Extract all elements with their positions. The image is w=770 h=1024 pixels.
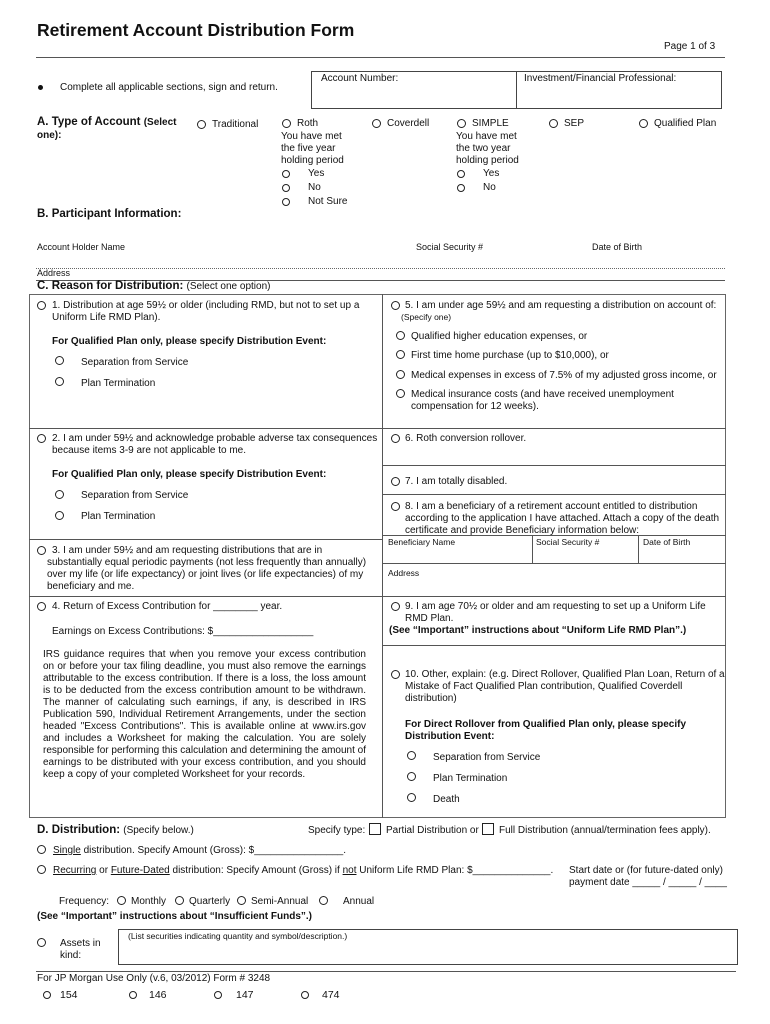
option-7-text: 7. I am totally disabled. bbox=[405, 476, 508, 487]
simple-radio[interactable] bbox=[457, 119, 466, 128]
beneficiary-dob-label: Date of Birth bbox=[643, 537, 691, 547]
option-1-termination-label: Plan Termination bbox=[81, 378, 156, 389]
recurring-radio[interactable] bbox=[37, 865, 46, 874]
jp-morgan-use-only: For JP Morgan Use Only (v.6, 03/2012) Form # 3248 bbox=[37, 973, 271, 984]
option-3-text-4: beneficiary and me. bbox=[47, 581, 135, 592]
code-154-label: 154 bbox=[60, 989, 78, 1001]
reason-divider bbox=[382, 294, 383, 818]
simple-note-1: You have met bbox=[456, 131, 517, 142]
recurring-word: Recurring bbox=[53, 865, 97, 876]
option-10-death-label: Death bbox=[433, 794, 460, 805]
roth-yes-label: Yes bbox=[308, 168, 325, 179]
option-5a-radio[interactable] bbox=[396, 331, 405, 340]
option-5c-radio[interactable] bbox=[396, 370, 405, 379]
option-10-radio[interactable] bbox=[391, 670, 400, 679]
traditional-label: Traditional bbox=[212, 119, 259, 130]
row-rule-2 bbox=[29, 539, 382, 540]
title-rule bbox=[36, 57, 725, 58]
option-2-text-2: because items 3-9 are not applicable to me. bbox=[52, 445, 246, 456]
option-5-note: (Specify one) bbox=[401, 312, 452, 322]
account-number-label: Account Number: bbox=[321, 73, 399, 84]
simple-yes-label: Yes bbox=[483, 168, 500, 179]
roth-note-1: You have met bbox=[281, 131, 342, 142]
annual-label: Annual bbox=[343, 896, 375, 907]
option-9-note: (See “Important” instructions about “Uniform Life RMD Plan”.) bbox=[389, 625, 687, 636]
option-9-radio[interactable] bbox=[391, 602, 400, 611]
instruction-bullet bbox=[38, 85, 43, 90]
option-4-radio[interactable] bbox=[37, 602, 46, 611]
section-a-note-2: one): bbox=[37, 130, 62, 141]
qualified-plan-radio[interactable] bbox=[639, 119, 648, 128]
page-number: Page 1 of 3 bbox=[664, 41, 716, 52]
option-10-text-2: Mistake of Fact Qualified Plan contribution, Qualified Coverdell bbox=[405, 681, 683, 692]
semiannual-label: Semi-Annual bbox=[251, 896, 309, 907]
simple-label: SIMPLE bbox=[472, 118, 509, 129]
footer-rule bbox=[36, 971, 736, 972]
section-d-note: (Specify below.) bbox=[123, 825, 194, 836]
roth-notsure-radio[interactable] bbox=[282, 198, 290, 206]
participant-line bbox=[36, 268, 725, 269]
single-word: Single bbox=[53, 845, 81, 856]
quarterly-radio[interactable] bbox=[175, 896, 184, 905]
option-5-radio[interactable] bbox=[391, 301, 400, 310]
full-checkbox[interactable] bbox=[482, 823, 494, 835]
assets-radio[interactable] bbox=[37, 938, 46, 947]
beneficiary-address-label: Address bbox=[388, 568, 420, 578]
full-label: Full Distribution (annual/termination fees apply). bbox=[499, 825, 711, 836]
option-8-text-3: certificate and provide Beneficiary information below: bbox=[405, 525, 640, 536]
roth-no-label: No bbox=[308, 182, 321, 193]
option-8-radio[interactable] bbox=[391, 502, 400, 511]
qualified-plan-label: Qualified Plan bbox=[654, 118, 717, 129]
option-5b-radio[interactable] bbox=[396, 350, 405, 359]
monthly-label: Monthly bbox=[131, 896, 167, 907]
option-1-radio[interactable] bbox=[37, 301, 46, 310]
section-c-title: C. Reason for Distribution: bbox=[37, 280, 184, 292]
code-146-label: 146 bbox=[149, 989, 167, 1001]
option-4-text: 4. Return of Excess Contribution for ________ year. bbox=[52, 601, 283, 612]
sep-radio[interactable] bbox=[549, 119, 558, 128]
or-word: or bbox=[96, 865, 111, 876]
option-8-text-1: 8. I am a beneficiary of a retirement account entitled to distribution bbox=[405, 501, 698, 512]
roth-yes-radio[interactable] bbox=[282, 170, 290, 178]
section-b-heading: B. Participant Information: bbox=[37, 208, 182, 220]
quarterly-label: Quarterly bbox=[189, 896, 231, 907]
section-d-title: D. Distribution: bbox=[37, 824, 121, 836]
option-5b-label: First time home purchase (up to $10,000), or bbox=[411, 350, 609, 361]
single-radio[interactable] bbox=[37, 845, 46, 854]
roth-radio[interactable] bbox=[282, 119, 291, 128]
option-5c-label: Medical expenses in excess of 7.5% of my adjusted gross income, or bbox=[411, 370, 717, 381]
recurring-line bbox=[53, 865, 553, 877]
option-5d-label-2: compensation for 12 weeks). bbox=[411, 401, 539, 412]
roth-notsure-label: Not Sure bbox=[308, 196, 348, 207]
row-rule-right-2 bbox=[382, 494, 726, 495]
code-147-label: 147 bbox=[236, 989, 254, 1001]
beneficiary-name-label: Beneficiary Name bbox=[388, 537, 456, 547]
option-1-text-2: Uniform Life RMD Plan). bbox=[52, 312, 161, 323]
option-10-termination-label: Plan Termination bbox=[433, 773, 508, 784]
instruction-text: Complete all applicable sections, sign and return. bbox=[60, 82, 278, 93]
option-10-text-1: 10. Other, explain: (e.g. Direct Rollover, Qualified Plan Loan, Return of a bbox=[405, 669, 725, 680]
roth-no-radio[interactable] bbox=[282, 184, 290, 192]
section-c-note: (Select one option) bbox=[186, 281, 271, 292]
ben-div-1 bbox=[532, 535, 533, 563]
option-1-termination-radio[interactable] bbox=[55, 377, 64, 386]
code-154-radio[interactable] bbox=[43, 991, 51, 999]
option-5d-radio[interactable] bbox=[396, 389, 405, 398]
single-rest: distribution. Specify Amount (Gross): $________________. bbox=[80, 845, 346, 856]
option-6-radio[interactable] bbox=[391, 434, 400, 443]
option-7-radio[interactable] bbox=[391, 477, 400, 486]
row-rule-right-1 bbox=[382, 465, 726, 466]
option-2-termination-radio[interactable] bbox=[55, 511, 64, 520]
code-474-radio[interactable] bbox=[301, 991, 309, 999]
option-2-separation-label: Separation from Service bbox=[81, 490, 189, 501]
roth-note-2: the five year bbox=[281, 143, 336, 154]
option-2-separation-radio[interactable] bbox=[55, 490, 64, 499]
annual-radio[interactable] bbox=[319, 896, 328, 905]
option-1-qp-event: For Qualified Plan only, please specify Distribution Event: bbox=[52, 336, 327, 347]
option-4-irs-note: IRS guidance requires that when you remove your excess contribution on or before your tax filing deadline, you must also remove the earnings attributable to the excess contribution. If there is a loss, the loss amount is to be deducted from the excess contribution amount to be withdrawn. The manner of calculating such earnings, if any, is described in IRS Publication 590, Individual Retirement Arrangements, under the section headed "Excess Contributions". This is available online at www.irs.gov and includes a Worksheet for making the calculation. You are solely responsible for performing this calculation and determining the amount of earnings to be distributed with your excess contribution, and you should keep a copy of your completed Worksheet for your records. bbox=[43, 649, 366, 780]
sep-label: SEP bbox=[564, 118, 585, 129]
dob-label: Date of Birth bbox=[592, 242, 643, 252]
specify-type-label: Specify type: bbox=[308, 825, 366, 836]
coverdell-radio[interactable] bbox=[372, 119, 381, 128]
option-10-termination-radio[interactable] bbox=[407, 772, 416, 781]
option-10-separation-label: Separation from Service bbox=[433, 752, 541, 763]
partial-checkbox[interactable] bbox=[369, 823, 381, 835]
section-d-heading bbox=[37, 824, 194, 836]
option-5-text: 5. I am under age 59½ and am requesting a distribution on account of: bbox=[405, 300, 717, 311]
advisor-label: Investment/Financial Professional: bbox=[524, 73, 677, 84]
option-5d-label-1: Medical insurance costs (and have received unemployment bbox=[411, 389, 674, 400]
start-date-label: Start date or (for future-dated only) bbox=[569, 865, 723, 876]
simple-no-label: No bbox=[483, 182, 496, 193]
recurring-rest: distribution: Specify Amount (Gross) if bbox=[169, 865, 343, 876]
option-9-text-2: RMD Plan. bbox=[405, 613, 454, 624]
ssn-label: Social Security # bbox=[416, 242, 484, 252]
option-10-text-3: distribution) bbox=[405, 693, 457, 704]
option-2-radio[interactable] bbox=[37, 434, 46, 443]
ben-rule-mid bbox=[382, 563, 726, 564]
future-word: Future-Dated bbox=[110, 865, 170, 876]
section-a-title: A. Type of Account bbox=[37, 116, 141, 128]
option-2-text-1: 2. I am under 59½ and acknowledge probable adverse tax consequences bbox=[52, 433, 378, 444]
form-title: Retirement Account Distribution Form bbox=[37, 20, 355, 40]
single-line bbox=[53, 845, 346, 857]
frequency-label: Frequency: bbox=[59, 896, 110, 907]
row-rule-right-3 bbox=[382, 645, 726, 646]
option-3-radio[interactable] bbox=[37, 546, 46, 555]
recurring-rest-2: Uniform Life RMD Plan: $______________. bbox=[356, 865, 554, 876]
option-2-qp-event: For Qualified Plan only, please specify Distribution Event: bbox=[52, 469, 327, 480]
assets-label-2: kind: bbox=[60, 950, 82, 961]
address-label: Address bbox=[37, 268, 71, 278]
beneficiary-ssn-label: Social Security # bbox=[536, 537, 600, 547]
simple-no-radio[interactable] bbox=[457, 184, 465, 192]
semiannual-radio[interactable] bbox=[237, 896, 246, 905]
option-1-separation-label: Separation from Service bbox=[81, 357, 189, 368]
traditional-radio[interactable] bbox=[197, 120, 206, 129]
row-rule-1 bbox=[29, 428, 726, 429]
section-a-heading bbox=[37, 116, 177, 128]
option-1-text-1: 1. Distribution at age 59½ or older (including RMD, but not to set up a bbox=[52, 300, 360, 311]
partial-label: Partial Distribution or bbox=[386, 825, 479, 836]
assets-label-1: Assets in bbox=[60, 938, 101, 949]
simple-note-2: the two year bbox=[456, 143, 511, 154]
securities-note: (List securities indicating quantity and symbol/description.) bbox=[128, 931, 348, 941]
code-474-label: 474 bbox=[322, 989, 340, 1001]
simple-yes-radio[interactable] bbox=[457, 170, 465, 178]
option-9-text-1: 9. I am age 70½ or older and am requesting to set up a Uniform Life bbox=[405, 601, 706, 612]
option-10-death-radio[interactable] bbox=[407, 793, 416, 802]
roth-note-3: holding period bbox=[281, 155, 344, 166]
option-3-text-2: substantially equal periodic payments (not less frequently than annually) bbox=[47, 557, 367, 568]
option-8-text-2: according to the application I have attached. Attach a copy of the death bbox=[405, 513, 720, 524]
code-147-radio[interactable] bbox=[214, 991, 222, 999]
option-10-separation-radio[interactable] bbox=[407, 751, 416, 760]
ben-div-2 bbox=[638, 535, 639, 563]
option-10-event-1: For Direct Rollover from Qualified Plan only, please specify bbox=[405, 719, 687, 730]
option-10-event-2: Distribution Event: bbox=[405, 731, 495, 742]
simple-note-3: holding period bbox=[456, 155, 519, 166]
option-3-text-3: over my life (or life expectancy) or joint lives (or life expectancies) of my bbox=[47, 569, 364, 580]
row-rule-3 bbox=[29, 596, 726, 597]
option-3-text-1: 3. I am under 59½ and am requesting distributions that are in bbox=[52, 545, 323, 556]
roth-label: Roth bbox=[297, 118, 319, 129]
holder-name-label: Account Holder Name bbox=[37, 242, 126, 252]
option-4-earnings: Earnings on Excess Contributions: $__________________ bbox=[52, 626, 314, 637]
coverdell-label: Coverdell bbox=[387, 118, 430, 129]
option-2-termination-label: Plan Termination bbox=[81, 511, 156, 522]
code-146-radio[interactable] bbox=[129, 991, 137, 999]
monthly-radio[interactable] bbox=[117, 896, 126, 905]
option-6-text: 6. Roth conversion rollover. bbox=[405, 433, 527, 444]
option-1-separation-radio[interactable] bbox=[55, 356, 64, 365]
payment-date-label: payment date _____ / _____ / ____ bbox=[569, 877, 727, 888]
not-word: not bbox=[342, 865, 357, 876]
section-a-note: (Select bbox=[143, 117, 177, 128]
option-5a-label: Qualified higher education expenses, or bbox=[411, 331, 588, 342]
insufficient-funds-note: (See “Important” instructions about “Insufficient Funds”.) bbox=[37, 911, 313, 922]
section-c-heading bbox=[37, 280, 270, 292]
